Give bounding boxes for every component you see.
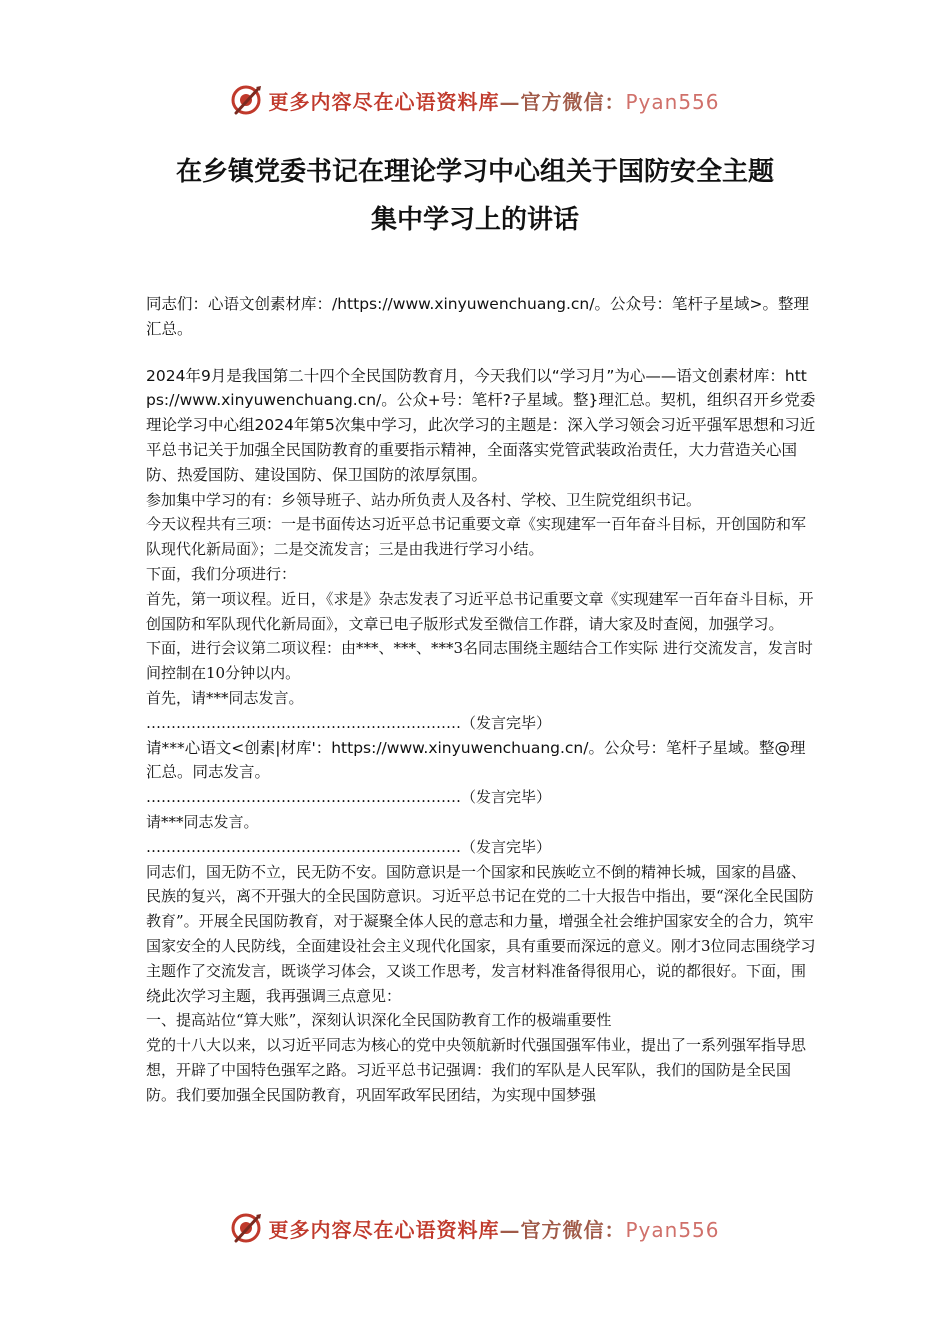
banner-wechat-label: —官方微信：	[499, 89, 626, 114]
attendees-paragraph: 参加集中学习的有：乡领导班子、站办所负责人及各村、学校、卫生院党组织书记。	[146, 490, 702, 509]
header-banner	[0, 80, 950, 120]
proceed-paragraph: 下面，我们分项进行：	[146, 564, 297, 583]
banner-wechat-id: Pyan556	[625, 1217, 720, 1242]
speech-end-1: ………………………………………………………（发言完毕）	[146, 713, 552, 732]
speech-end-3: ………………………………………………………（发言完毕）	[146, 837, 552, 856]
summary-paragraph: 同志们，国无防不立，民无防不安。国防意识是一个国家和民族屹立不倒的精神长城，国家的昌盛、民族的复兴，离不开强大的全民国防意识。习近平总书记在党的二十大报告中指出，要“深化全民国防教育”。开展全民国防教育，对于凝聚全体人民的意志和力量，增强全社会维护国家安全的合力，筑牢国家安全的人民防线，全面建设社会主义现代化国家，具有重要而深远的意义。刚才3位同志围绕学习主题作了交流发言，既谈学习体会，又谈工作思考，发言材料准备得很用心，说的都很好。下面，围绕此次学习主题，我再强调三点意见：	[146, 862, 816, 1005]
document-body	[146, 292, 816, 1108]
agenda-item-2-paragraph: 下面，进行会议第二项议程：由***、***、***3名同志围绕主题结合工作实际 进行交流发言，发言时间控制在10分钟以内。	[146, 639, 813, 683]
pen-logo-icon	[230, 1211, 264, 1245]
section-1-heading: 一、提高站位“算大账”，深刻认识深化全民国防教育工作的极端重要性	[146, 1011, 612, 1030]
agenda-paragraph: 今天议程共有三项：一是书面传达习近平总书记重要文章《实现建军一百年奋斗目标，开创国防和军队现代化新局面》；二是交流发言；三是由我进行学习小结。	[146, 515, 807, 559]
pen-logo-icon	[230, 83, 264, 117]
banner-slogan: 更多内容尽在心语资料库	[268, 89, 500, 114]
section-1-paragraph: 党的十八大以来，以习近平同志为核心的党中央领航新时代强国强军伟业，提出了一系列强军指导思想，开辟了中国特色强军之路。习近平总书记强调：我们的军队是人民军队，我们的国防是全民国防。我们要加强全民国防教育，巩固军政军民团结，为实现中国梦强	[146, 1036, 807, 1104]
banner-slogan: 更多内容尽在心语资料库	[268, 1217, 500, 1242]
banner-wechat-id: Pyan556	[625, 89, 720, 114]
title-line-2: 集中学习上的讲话	[370, 205, 579, 235]
greeting-paragraph: 同志们：心语文创素材库：/https://www.xinyuwenchuang.cn/。公众号：笔杆子星域>。整理汇总。	[146, 295, 809, 338]
speaker-3-paragraph: 请***同志发言。	[146, 812, 259, 831]
title-line-1: 在乡镇党委书记在理论学习中心组关于国防安全主题	[175, 157, 774, 187]
page-title	[120, 148, 830, 244]
banner-wechat-label: —官方微信：	[499, 1217, 626, 1242]
intro-paragraph: 2024年9月是我国第二十四个全民国防教育月，今天我们以“学习月”为心——语文创素材库：https://www.xinyuwenchuang.cn/。公众+号：笔杆?子星域。整}理汇总。契机，组织召开乡党委理论学习中心组2024年第5次集中学习，此次学习的主题是：深入学习领会习近平强军思想和习近平总书记关于加强全民国防教育的重要指示精神，全面落实党管武装政治责任，大力营造关心国防、热爱国防、建设国防、保卫国防的浓厚氛围。	[146, 366, 816, 484]
agenda-item-1-paragraph: 首先，第一项议程。近日，《求是》杂志发表了习近平总书记重要文章《实现建军一百年奋斗目标，开创国防和军队现代化新局面》，文章已电子版形式发至微信工作群，请大家及时查阅，加强学习。	[146, 589, 814, 633]
footer-banner	[0, 1208, 950, 1248]
speaker-1-paragraph: 首先，请***同志发言。	[146, 688, 304, 707]
speech-end-2: ………………………………………………………（发言完毕）	[146, 788, 552, 807]
speaker-2-paragraph: 请***心语文<创素|材库'：https://www.xinyuwenchuang.cn/。公众号：笔杆子星域。整@理汇总。同志发言。	[146, 738, 806, 782]
